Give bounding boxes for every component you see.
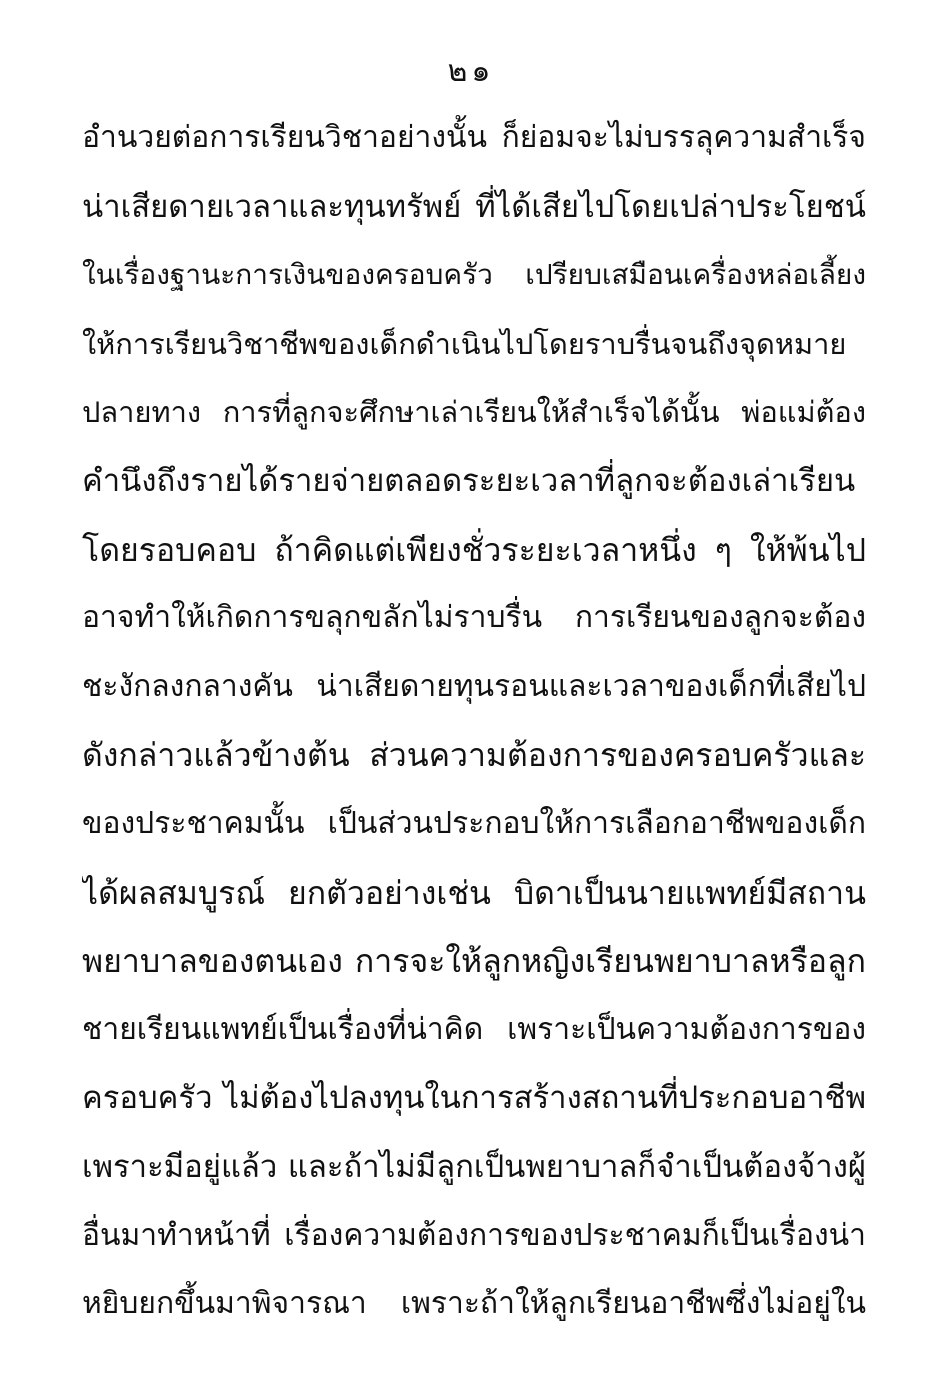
text-line: ในเรื่องฐานะการเงินของครอบครัว เปรียบเสมือนเครื่องหล่อเลี้ยง (82, 258, 866, 292)
text-line: ครอบครัว ไม่ต้องไปลงทุนในการสร้างสถานที่ประกอบอาชีพ (82, 1080, 866, 1117)
text-line: ของประชาคมนั้น เป็นส่วนประกอบให้การเลือกอาชีพของเด็ก (82, 805, 866, 841)
text-line: เพราะมีอยู่แล้ว และถ้าไม่มีลูกเป็นพยาบาลก็จำเป็นต้องจ้างผู้ (82, 1148, 866, 1185)
text-line: ได้ผลสมบูรณ์ ยกตัวอย่างเช่น บิดาเป็นนายแพทย์มีสถาน (82, 873, 866, 912)
text-line: ชะงักลงกลางคัน น่าเสียดายทุนรอนและเวลาของเด็กที่เสียไป (82, 668, 866, 704)
text-line: โดยรอบคอบ ถ้าคิดแต่เพียงชั่วระยะเวลาหนึ่ง ๆ ให้พ้นไป (82, 530, 866, 569)
text-line: พยาบาลของตนเอง การจะให้ลูกหญิงเรียนพยาบาลหรือลูก (82, 942, 866, 981)
text-line: อาจทำให้เกิดการขลุกขลักไม่ราบรื่น การเรียนของลูกจะต้อง (82, 600, 866, 636)
text-line: อำนวยต่อการเรียนวิชาอย่างนั้น ก็ย่อมจะไม่บรรลุความสำเร็จ (82, 120, 866, 155)
text-line: หยิบยกขึ้นมาพิจารณา เพราะถ้าให้ลูกเรียนอาชีพซึ่งไม่อยู่ใน (82, 1286, 866, 1322)
text-line: น่าเสียดายเวลาและทุนทรัพย์ ที่ได้เสียไปโดยเปล่าประโยชน์ (82, 188, 866, 225)
text-line: ปลายทาง การที่ลูกจะศึกษาเล่าเรียนให้สำเร็จได้นั้น พ่อแม่ต้อง (82, 395, 866, 430)
text-line: คำนึงถึงรายได้รายจ่ายตลอดระยะเวลาที่ลูกจะต้องเล่าเรียน (82, 462, 856, 499)
text-line: ให้การเรียนวิชาชีพของเด็กดำเนินไปโดยราบรื่นจนถึงจุดหมาย (82, 326, 847, 361)
text-line: ดังกล่าวแล้วข้างต้น ส่วนความต้องการของครอบครัวและ (82, 736, 866, 775)
text-line: อื่นมาทำหน้าที่ เรื่องความต้องการของประชาคมก็เป็นเรื่องน่า (82, 1217, 866, 1253)
body-text (82, 104, 866, 1339)
text-line: ชายเรียนแพทย์เป็นเรื่องที่น่าคิด เพราะเป็นความต้องการของ (82, 1011, 866, 1047)
page-number: ๒๑ (447, 54, 495, 89)
